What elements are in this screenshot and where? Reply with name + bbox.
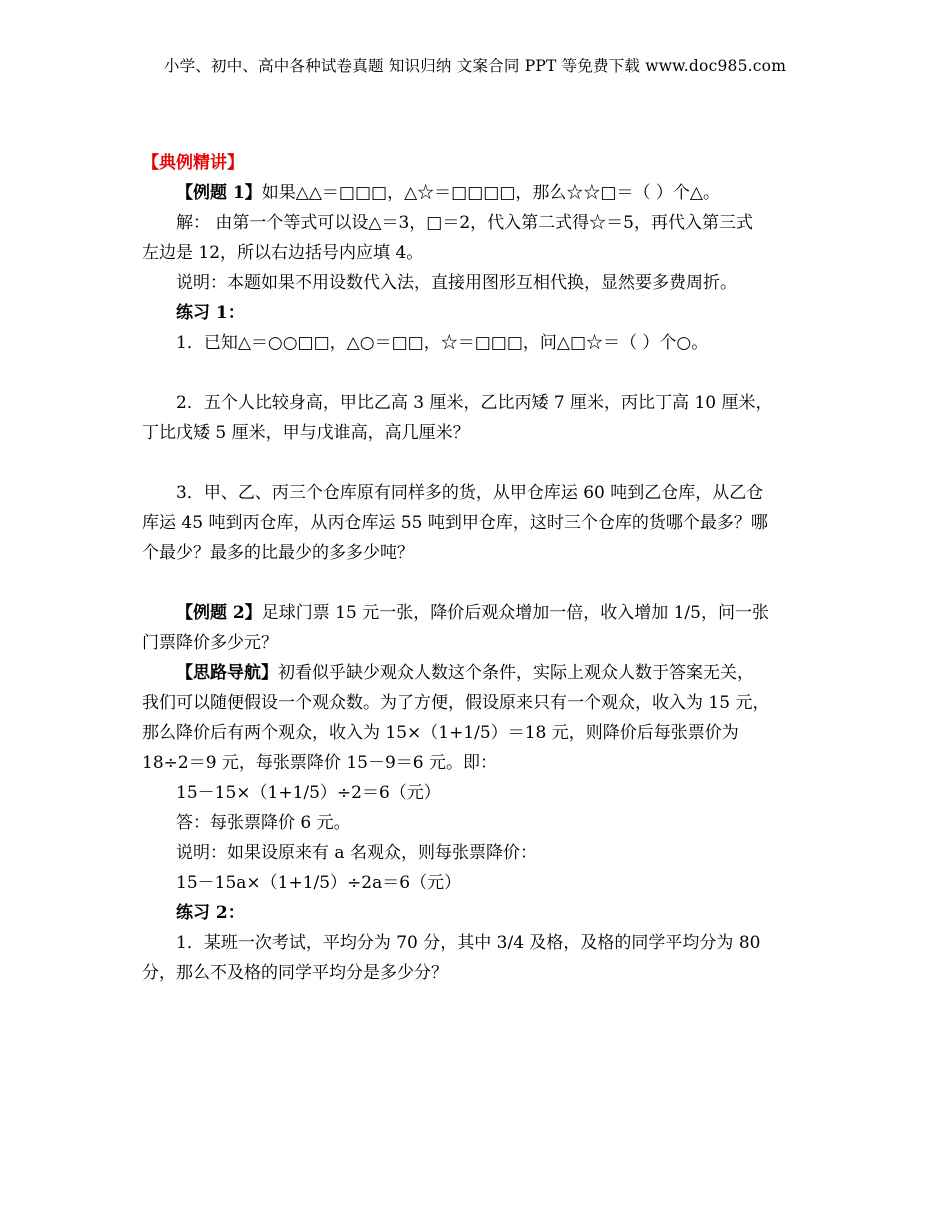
practice1-q1: 1．已知△＝○○□□，△○＝□□，☆＝□□□，问△□☆＝（ ）个○。 xyxy=(176,333,709,353)
example2-answer: 答：每张票降价 6 元。 xyxy=(176,813,351,833)
example1-solution-line2: 左边是 12，所以右边括号内应填 4。 xyxy=(142,243,424,263)
practice1-q3-line1: 3．甲、乙、丙三个仓库原有同样多的货，从甲仓库运 60 吨到乙仓库，从乙仓 xyxy=(176,483,764,503)
example2-question-line2: 门票降价多少元？ xyxy=(142,633,278,653)
practice2-q1-line2: 分，那么不及格的同学平均分是多少分？ xyxy=(142,963,448,983)
guide-label: 【思路导航】 xyxy=(176,663,278,683)
example1-question-text: 如果△△＝□□□，△☆＝□□□□，那么☆☆□＝（ ）个△。 xyxy=(261,183,720,203)
practice1-q3-line3: 个最少？最多的比最少的多多少吨？ xyxy=(142,543,414,563)
spacer xyxy=(142,448,812,478)
example1-solution-line1: 解： 由第一个等式可以设△＝3，□＝2，代入第二式得☆＝5，再代入第三式 xyxy=(176,213,753,233)
example2-guide-line1: 【思路导航】初看似乎缺少观众人数这个条件，实际上观众人数于答案无关， xyxy=(176,663,754,683)
example2-note: 说明：如果设原来有 a 名观众，则每张票降价： xyxy=(176,843,537,863)
example1-note: 说明：本题如果不用设数代入法，直接用图形互相代换，显然要多费周折。 xyxy=(176,273,737,293)
header-text: 小学、初中、高中各种试卷真题 知识归纳 文案合同 PPT 等免费下载 www.doc985.com xyxy=(163,57,787,75)
practice1-q3-line2: 库运 45 吨到丙仓库，从丙仓库运 55 吨到甲仓库，这时三个仓库的货哪个最多？哪 xyxy=(142,513,768,533)
section-title xyxy=(142,148,812,178)
example2-formula1: 15－15×（1+1/5）÷2＝6（元） xyxy=(176,783,441,803)
spacer xyxy=(142,568,812,598)
practice1-label: 练习 1： xyxy=(176,303,245,323)
document-body xyxy=(142,148,812,988)
section-title-text: 【典例精讲】 xyxy=(142,153,244,173)
example2-guide-line2: 我们可以随便假设一个观众数。为了方便，假设原来只有一个观众，收入为 15 元， xyxy=(142,693,770,713)
practice2-label: 练习 2： xyxy=(176,903,245,923)
example2-guide-line3: 那么降价后有两个观众，收入为 15×（1+1/5）＝18 元，则降价后每张票价为 xyxy=(142,723,739,743)
practice2-q1-line1: 1．某班一次考试，平均分为 70 分，其中 3/4 及格，及格的同学平均分为 80 xyxy=(176,933,761,953)
example2-formula2: 15－15a×（1+1/5）÷2a＝6（元） xyxy=(176,873,462,893)
example1-question xyxy=(142,178,812,208)
page-header xyxy=(0,54,950,76)
example2-question-line1: 【例题 2】足球门票 15 元一张，降价后观众增加一倍，收入增加 1/5，问一张 xyxy=(176,603,769,623)
practice1-q2-line1: 2．五个人比较身高，甲比乙高 3 厘米，乙比丙矮 7 厘米，丙比丁高 10 厘米， xyxy=(176,393,773,413)
practice1-q2-line2: 丁比戊矮 5 厘米，甲与戊谁高，高几厘米？ xyxy=(142,423,470,443)
example2-label: 【例题 2】 xyxy=(176,603,262,623)
example1-label: 【例题 1】 xyxy=(176,183,262,203)
spacer xyxy=(142,358,812,388)
example2-guide-line4: 18÷2＝9 元，每张票降价 15－9＝6 元。即： xyxy=(142,753,497,773)
